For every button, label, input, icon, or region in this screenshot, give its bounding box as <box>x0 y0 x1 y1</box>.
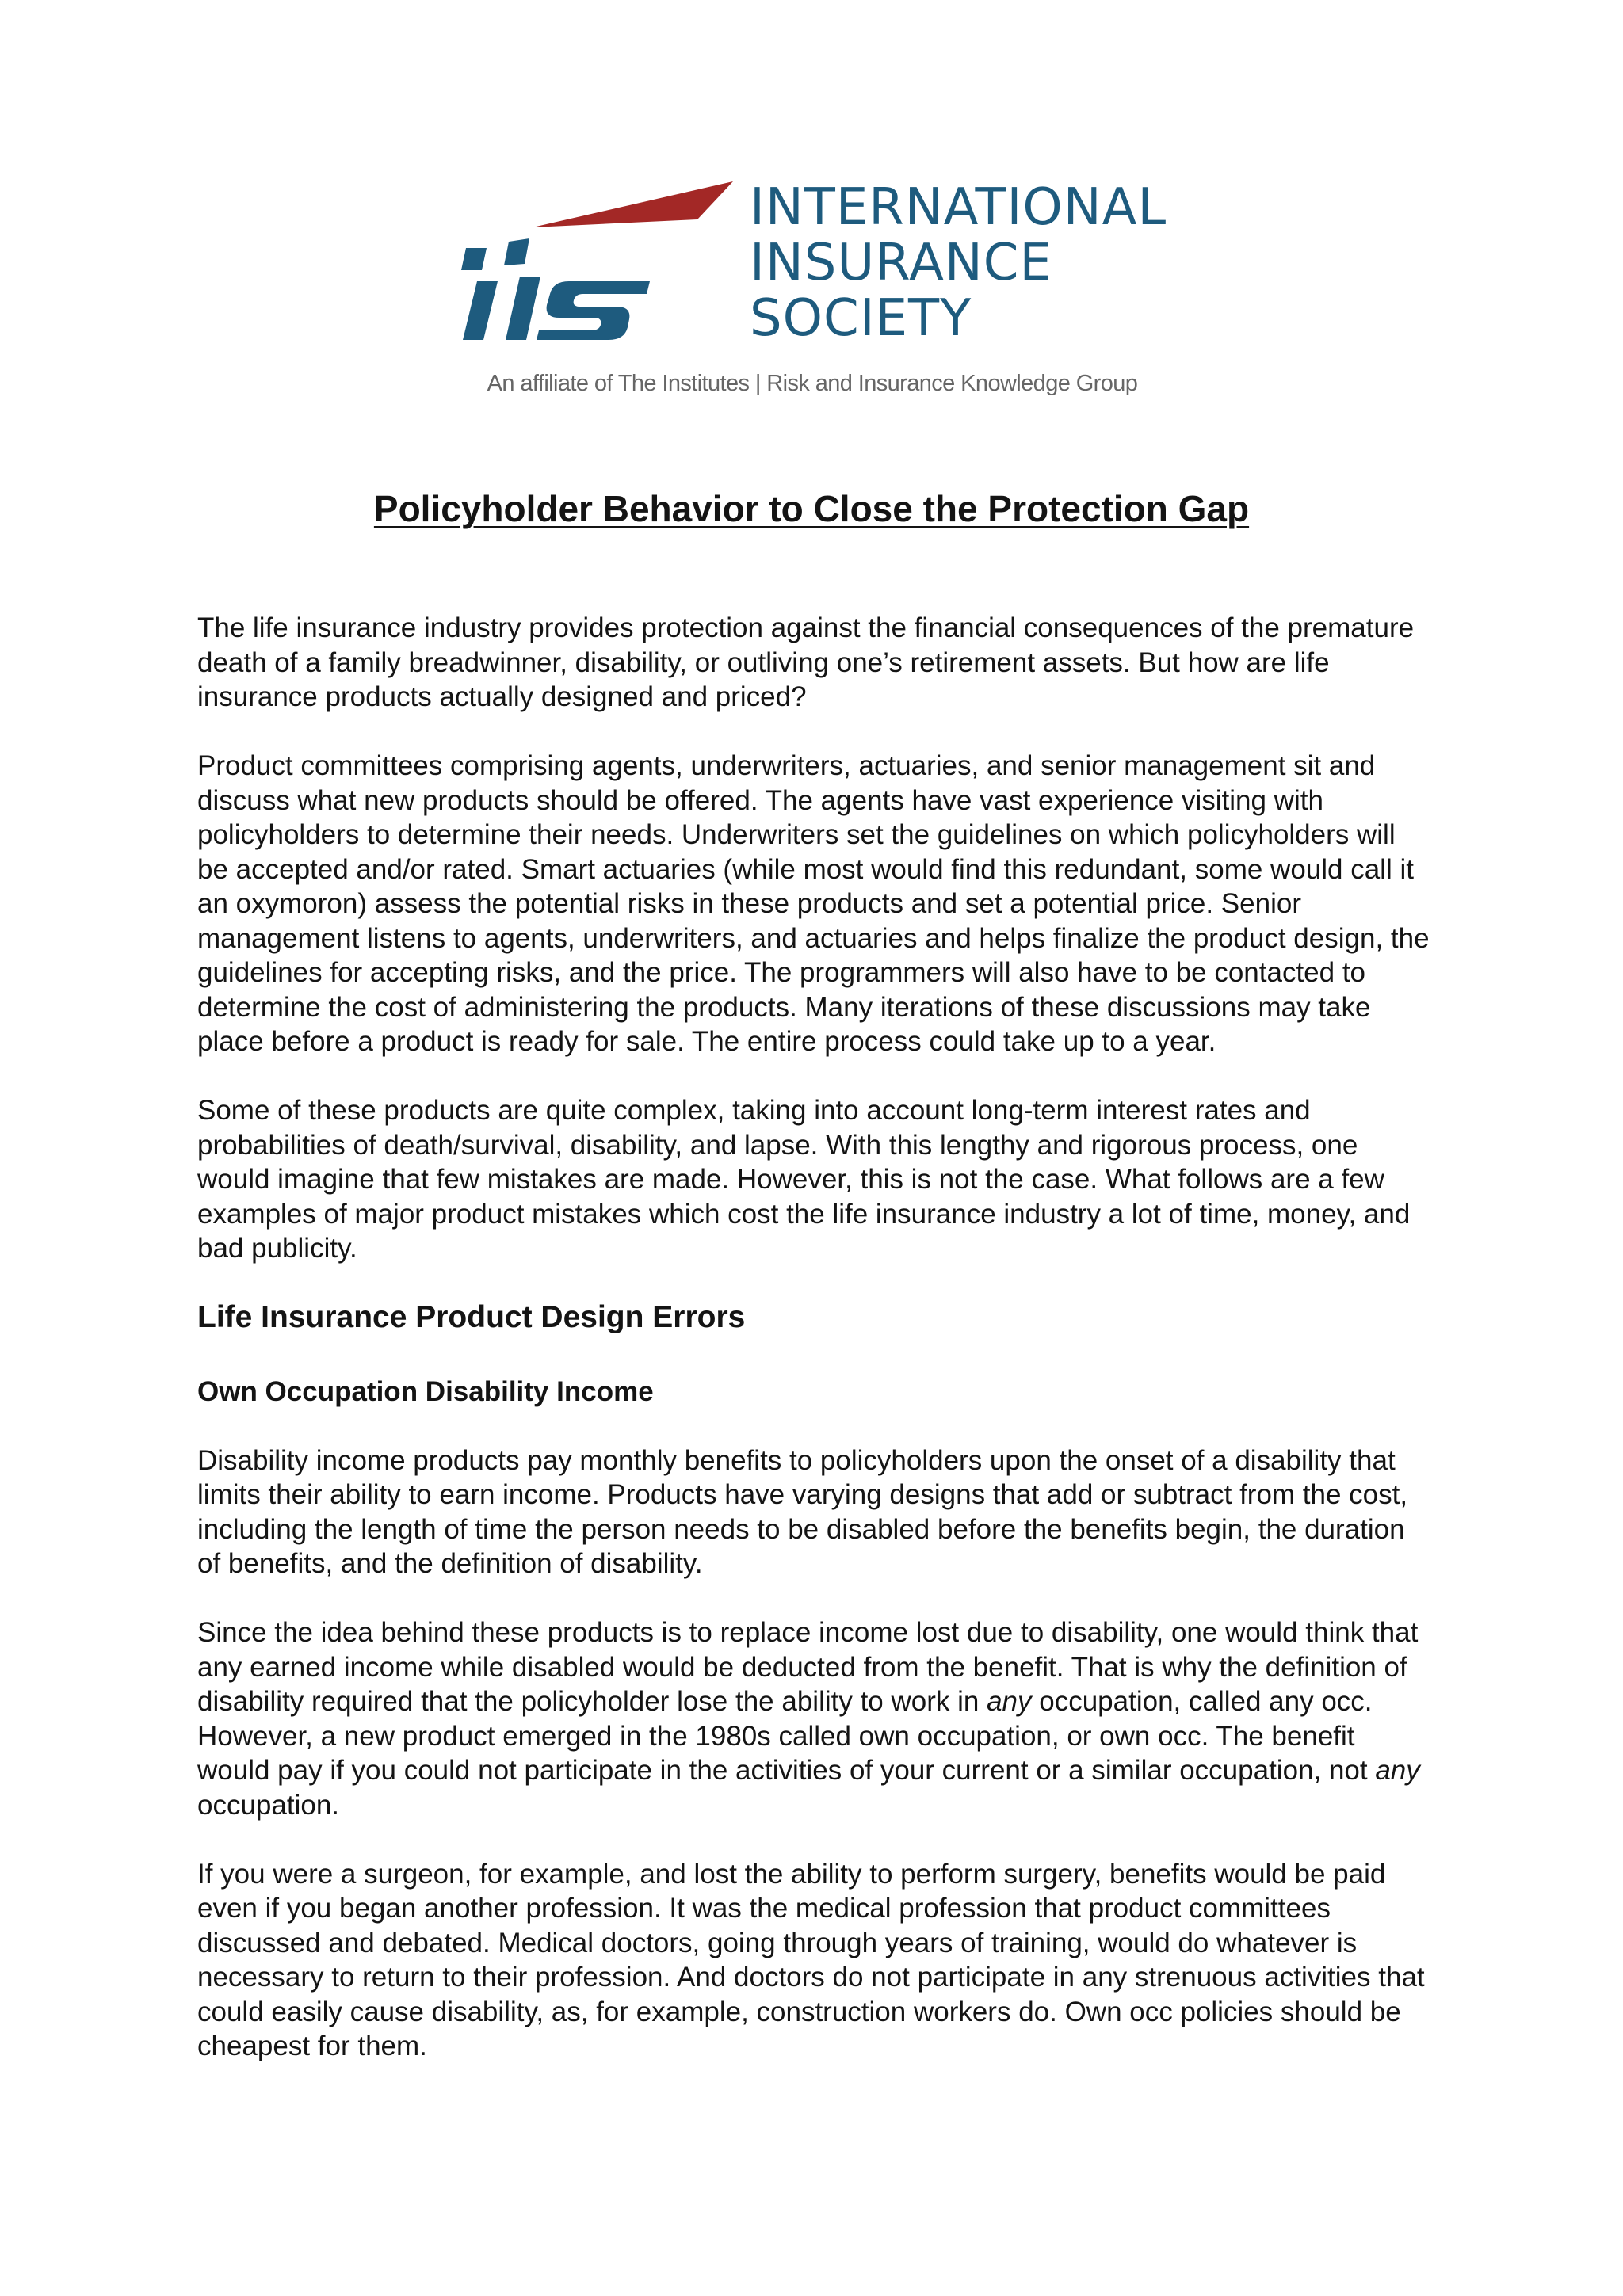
logo-i-dot-2 <box>504 238 529 265</box>
emphasis-any-2: any <box>1375 1755 1420 1786</box>
logo-i-stem-2 <box>506 277 540 340</box>
logo-i-dot-1 <box>461 248 487 270</box>
document-title: Policyholder Behavior to Close the Protection Gap <box>373 488 1250 529</box>
paragraph-surgeon-example: If you were a surgeon, for example, and lost the ability to perform surgery, benefits would be paid even if you began another profession. It was the medical profession that product committees discussed and debated. Medical doctors, going through years of training, would do whatever is necessary to return to their profession. And doctors do not participate in any strenuous activities that could easily cause disability, as, for example, construction workers do. Own occ policies should be cheapest for them. <box>197 1858 1425 2061</box>
paragraph-intro-2: Product committees comprising agents, underwriters, actuaries, and senior management sit and discuss what new products should be offered. The agents have vast experience visiting with policyholders to determine their needs. Underwriters set the guidelines on which policyholders will be accepted and/or rated. Smart actuaries (while most would find this redundant, some would call it an oxymoron) assess the potential risks in these products and set a potential price. Senior management listens to agents, underwriters, and actuaries and helps finalize the product design, the guidelines for accepting risks, and the price. The programmers will also have to be contacted to determine the cost of administering the products. Many iterations of these discussions may take place before a product is ready for sale. The entire process could take up to a year. <box>197 750 1430 1057</box>
logo-i-stem-1 <box>463 281 498 340</box>
logo-word-1: INTERNATIONAL <box>750 178 1167 237</box>
subsection-heading: Own Occupation Disability Income <box>197 1375 654 1407</box>
document-body <box>197 611 1434 2098</box>
paragraph-disability-income: Disability income products pay monthly benefits to policyholders upon the onset of a disability that limits their ability to earn income. Products have varying designs that add or subtract from the cost, including the length of time the person needs to be disabled before the benefits begin, the duration of benefits, and the definition of disability. <box>197 1444 1408 1579</box>
paragraph-intro-3: Some of these products are quite complex, taking into account long-term interest rates and probabilities of death/survival, disability, and lapse. With this lengthy and rigorous process, one would imagine that few mistakes are made. However, this is not the case. What follows are a few examples of major product mistakes which cost the life insurance industry a lot of time, money, and bad publicity. <box>197 1095 1411 1264</box>
logo-word-3: SOCIETY <box>750 289 972 348</box>
iis-logo <box>460 178 1173 408</box>
text-span: Since the idea behind these products is to replace income lost due to disability, one would think that any earned income while disabled would be deducted from the benefit. That is why the definition of disability required that the policyholder lose the ability to work in <box>197 1617 1419 1717</box>
paragraph-intro-1: The life insurance industry provides protection against the financial consequences of the premature death of a family breadwinner, disability, or outliving one’s retirement assets. But how are life insurance products actually designed and priced? <box>197 612 1415 712</box>
emphasis-any-1: any <box>987 1686 1032 1717</box>
logo-word-2: INSURANCE <box>750 234 1052 292</box>
section-heading: Life Insurance Product Design Errors <box>197 1300 746 1334</box>
logo-s <box>537 281 650 340</box>
paragraph-any-occupation <box>197 1615 1434 1822</box>
iis-monogram-icon <box>460 178 753 368</box>
logo-affiliate-tagline: An affiliate of The Institutes | Risk and Insurance Knowledge Group <box>487 371 1138 396</box>
logo-wordmark <box>750 180 1167 346</box>
text-span: occupation, called any occ. However, a new product emerged in the 1980s called own occupation, or own occ. The benefit would pay if you could not participate in the activities of your current or a similar occupation, not <box>197 1686 1376 1786</box>
text-span: occupation. <box>197 1789 340 1821</box>
logo-swoosh <box>533 181 733 227</box>
